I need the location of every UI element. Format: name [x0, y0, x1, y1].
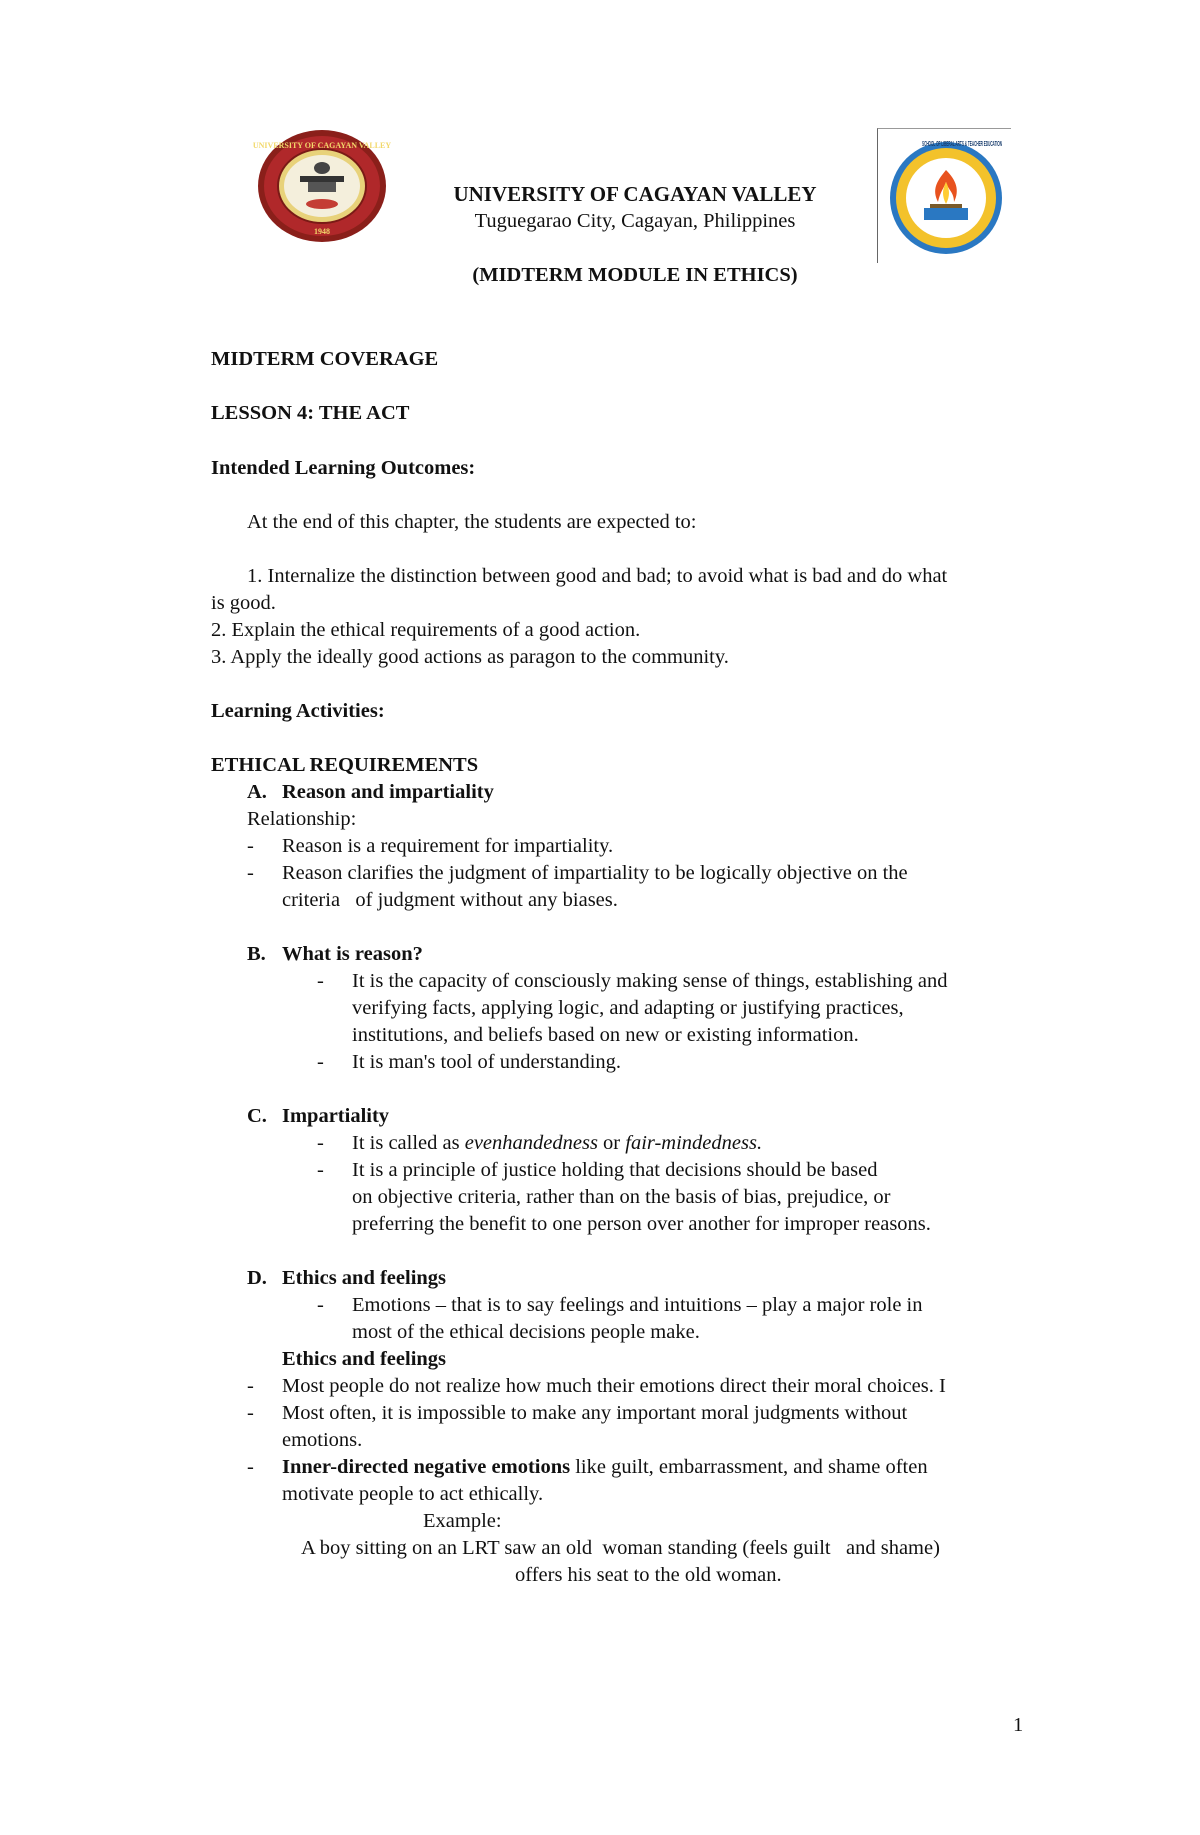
seal-year: 1948	[314, 227, 330, 236]
section-d-point-3-rest: like guilt, embarrassment, and shame often	[570, 1456, 928, 1478]
section-d-bullet-1-line-1: Emotions – that is to say feelings and intuitions – play a major role in	[352, 1294, 923, 1316]
section-b-marker: B.	[247, 943, 266, 965]
term-inner-directed-negative-emotions: Inner-directed negative emotions	[282, 1456, 571, 1478]
section-d-point-3-line-2: motivate people to act ethically.	[282, 1483, 544, 1505]
section-c-bullet-1-pre: It is called as	[352, 1132, 465, 1154]
section-a-bullet-2-line-2: criteria of judgment without any biases.	[282, 889, 618, 911]
bullet-dash: -	[247, 1456, 254, 1478]
section-c-bullet-1-mid: or	[597, 1132, 626, 1154]
section-b-bullet-2: It is man's tool of understanding.	[352, 1051, 622, 1073]
section-c-title: Impartiality	[282, 1105, 390, 1127]
ilo-item-3: 3. Apply the ideally good actions as paragon to the community.	[211, 646, 729, 668]
section-d-point-2-line-2: emotions.	[282, 1429, 363, 1451]
seal-text-top: UNIVERSITY OF CAGAYAN VALLEY	[252, 141, 392, 150]
bullet-dash: -	[247, 835, 254, 857]
bullet-dash: -	[247, 862, 254, 884]
ilo-item-1-line-1: 1. Internalize the distinction between good and bad; to avoid what is bad and do what	[247, 565, 948, 587]
university-seal-logo	[252, 128, 392, 244]
section-a-subheading: Relationship:	[247, 808, 357, 830]
section-c-bullet-2-line-3: preferring the benefit to one person over another for improper reasons.	[352, 1213, 931, 1235]
ilo-intro: At the end of this chapter, the students are expected to:	[247, 511, 697, 533]
section-c-bullet-2-line-2: on objective criteria, rather than on the basis of bias, prejudice, or	[352, 1186, 891, 1208]
section-b-title: What is reason?	[282, 943, 423, 965]
school-liberal-arts-logo	[882, 132, 1007, 258]
section-d-subheading: Ethics and feelings	[282, 1348, 447, 1370]
section-d-bullet-1-line-2: most of the ethical decisions people make.	[352, 1321, 700, 1343]
ilo-heading: Intended Learning Outcomes:	[211, 457, 476, 479]
midterm-coverage-heading: MIDTERM COVERAGE	[211, 348, 439, 370]
learning-activities-heading: Learning Activities:	[211, 700, 385, 722]
module-title: (MIDTERM MODULE IN ETHICS)	[472, 264, 798, 286]
section-d-title: Ethics and feelings	[282, 1267, 447, 1289]
lesson-title: LESSON 4: THE ACT	[211, 402, 410, 424]
section-b-bullet-1-line-1: It is the capacity of consciously making sense of things, establishing and	[352, 970, 948, 992]
section-b-bullet-1-line-2: verifying facts, applying logic, and adapting or justifying practices,	[352, 997, 904, 1019]
university-name: UNIVERSITY OF CAGAYAN VALLEY	[453, 182, 817, 206]
logo-text: SCHOOL OF LIBERAL ARTS & TEACHER EDUCATION	[922, 141, 1002, 148]
example-line-1: A boy sitting on an LRT saw an old woman standing (feels guilt and shame)	[301, 1537, 940, 1559]
term-fair-mindedness: fair-mindedness.	[625, 1132, 763, 1154]
section-d-point-3-line-1	[282, 1454, 928, 1481]
section-c-bullet-2-line-1: It is a principle of justice holding that decisions should be based	[352, 1159, 878, 1181]
section-a-bullet-1: Reason is a requirement for impartiality.	[282, 835, 614, 857]
example-line-2: offers his seat to the old woman.	[515, 1564, 782, 1586]
ethical-requirements-heading: ETHICAL REQUIREMENTS	[211, 754, 479, 776]
section-a-bullet-2-line-1: Reason clarifies the judgment of impartiality to be logically objective on the	[282, 862, 908, 884]
university-location: Tuguegarao City, Cagayan, Philippines	[474, 210, 796, 232]
ilo-item-1-line-2: is good.	[211, 592, 276, 614]
ilo-item-2: 2. Explain the ethical requirements of a good action.	[211, 619, 641, 641]
section-d-point-2-line-1: Most often, it is impossible to make any important moral judgments without	[282, 1402, 908, 1424]
section-d-marker: D.	[247, 1267, 267, 1289]
bullet-dash: -	[317, 970, 324, 992]
section-a-marker: A.	[247, 781, 267, 803]
section-b-bullet-1-line-3: institutions, and beliefs based on new or existing information.	[352, 1024, 859, 1046]
bullet-dash: -	[317, 1294, 324, 1316]
example-label: Example:	[423, 1510, 502, 1532]
section-d-point-1: Most people do not realize how much their emotions direct their moral choices. I	[282, 1375, 946, 1397]
term-evenhandedness: evenhandedness	[464, 1132, 598, 1154]
page-number: 1	[1013, 1714, 1024, 1736]
section-c-bullet-1	[352, 1130, 762, 1157]
bullet-dash: -	[247, 1375, 254, 1397]
bullet-dash: -	[317, 1159, 324, 1181]
bullet-dash: -	[317, 1132, 324, 1154]
bullet-dash: -	[317, 1051, 324, 1073]
section-a-title: Reason and impartiality	[282, 781, 494, 803]
bullet-dash: -	[247, 1402, 254, 1424]
section-c-marker: C.	[247, 1105, 267, 1127]
